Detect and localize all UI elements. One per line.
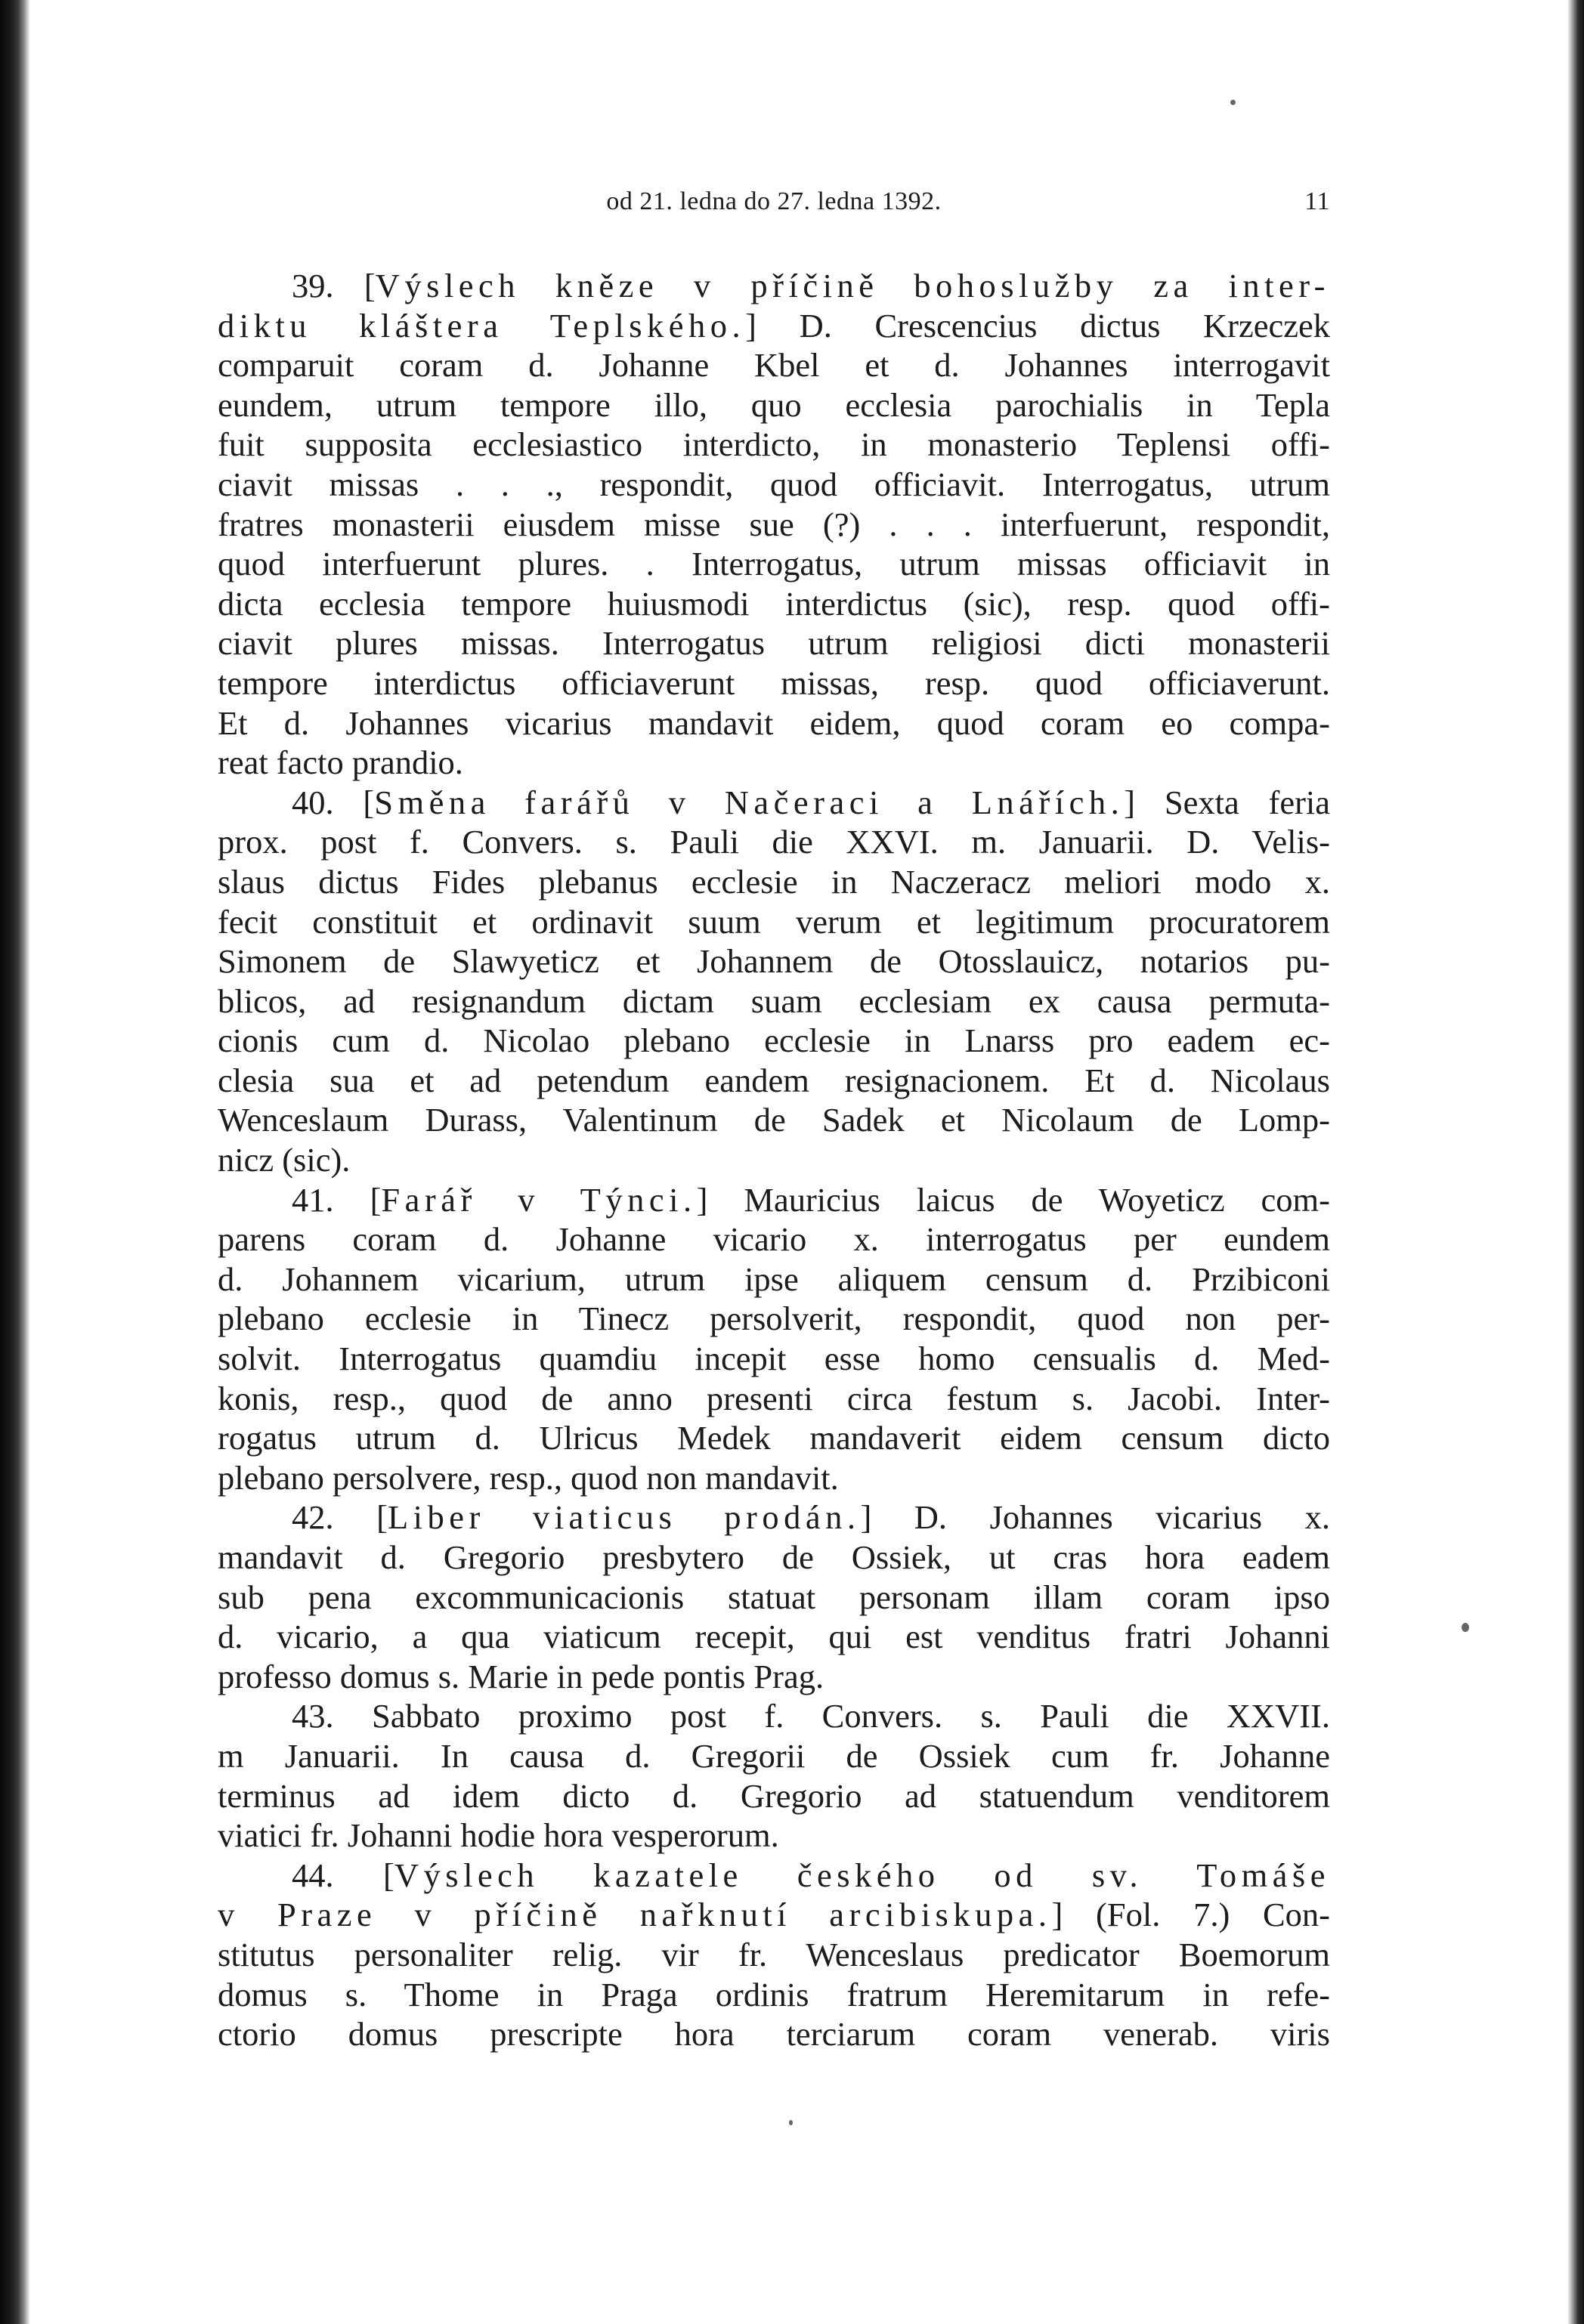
line-text: ] (Fol. 7.) Con- — [1051, 1896, 1330, 1934]
text-line — [218, 1418, 1330, 1458]
line-text: comparuit coram d. Johanne Kbel et d. Johannes interrogavit — [218, 346, 1330, 385]
line-text: 41. [ — [292, 1180, 382, 1219]
text-line — [218, 1935, 1330, 1975]
line-text: Simonem de Slawyeticz et Johannem de Otosslauicz, notarios pu- — [218, 942, 1330, 981]
line-text: terminus ad idem dicto d. Gregorio ad statuendum venditorem — [218, 1776, 1330, 1815]
line-text: slaus dictus Fides plebanus ecclesie in Naczeracz meliori modo x. — [218, 862, 1330, 901]
line-text: ciavit plures missas. Interrogatus utrum religiosi dicti monasterii — [218, 624, 1330, 663]
text-line — [218, 1021, 1330, 1061]
spaced-heading: Farář v Týnci. — [381, 1180, 697, 1219]
line-text: plebano persolvere, resp., quod non mandavit. — [218, 1458, 839, 1497]
line-text: d. Johannem vicarium, utrum ipse aliquem censum d. Przibiconi — [218, 1259, 1330, 1298]
text-line — [218, 345, 1330, 385]
scan-right-edge — [1567, 0, 1584, 2324]
line-text: ] D. Crescencius dictus Krzeczek — [745, 306, 1330, 345]
text-line — [218, 822, 1330, 862]
line-text: Wenceslaum Durass, Valentinum de Sadek et Nicolaum de Lomp- — [218, 1101, 1330, 1139]
line-text: professo domus s. Marie in pede pontis Prag. — [218, 1657, 824, 1695]
line-text: dicta ecclesia tempore huiusmodi interdictus (sic), resp. quod offi- — [218, 584, 1330, 623]
scan-speck — [789, 2120, 793, 2125]
line-text: ciavit missas . . ., respondit, quod officiavit. Interrogatus, utrum — [218, 465, 1330, 503]
text-line — [218, 465, 1330, 505]
text-line — [218, 1736, 1330, 1776]
text-line — [218, 1180, 1330, 1220]
line-text: m Januarii. In causa d. Gregorii de Ossiek cum fr. Johanne — [218, 1736, 1330, 1775]
running-title: od 21. ledna do 27. ledna 1392. — [606, 187, 942, 215]
text-line — [218, 544, 1330, 584]
text-line — [218, 1339, 1330, 1379]
line-text: solvit. Interrogatus quamdiu incepit esse homo censualis d. Med- — [218, 1340, 1330, 1378]
line-text: plebano ecclesie in Tinecz persolverit, respondit, quod non per- — [218, 1300, 1330, 1338]
line-text: tempore interdictus officiaverunt missas, resp. quod officiaverunt. — [218, 663, 1330, 702]
text-line — [218, 266, 1330, 306]
spaced-heading: Výslech kazatele českého od sv. Tomáše — [394, 1856, 1330, 1894]
line-text: clesia sua et ad petendum eandem resignacionem. Et d. Nicolaus — [218, 1061, 1330, 1099]
text-line — [218, 425, 1330, 465]
text-line — [218, 1657, 1330, 1697]
text-line — [218, 981, 1330, 1021]
text-line — [218, 1379, 1330, 1419]
text-line — [218, 1816, 1330, 1856]
line-text: rogatus utrum d. Ulricus Medek mandaverit eidem censum dicto — [218, 1419, 1330, 1457]
text-body — [218, 266, 1330, 2054]
line-text: prox. post f. Convers. s. Pauli die XXVI. m. Januarii. D. Velis- — [218, 823, 1330, 861]
line-text: fecit constituit et ordinavit suum verum et legitimum procuratorem — [218, 902, 1330, 941]
text-line — [218, 663, 1330, 703]
line-text: mandavit d. Gregorio presbytero de Ossiek, ut cras hora eadem — [218, 1538, 1330, 1576]
text-line — [218, 1696, 1330, 1736]
line-text: fratres monasterii eiusdem misse sue (?) . . . interfuerunt, respondit, — [218, 505, 1330, 543]
spaced-heading: v Praze v příčině nařknutí arcibiskupa. — [218, 1896, 1052, 1934]
line-text: reat facto prandio. — [218, 743, 463, 782]
line-text: Et d. Johannes vicarius mandavit eidem, quod coram eo compa- — [218, 703, 1330, 742]
line-text: 40. [ — [292, 783, 375, 821]
text-line — [218, 862, 1330, 902]
line-text: 44. [ — [292, 1856, 394, 1894]
text-line — [218, 902, 1330, 942]
text-line — [218, 1895, 1330, 1935]
line-text: ctorio domus prescripte hora terciarum coram venerab. viris — [218, 2015, 1330, 2054]
page-header — [218, 187, 1330, 225]
text-line — [218, 505, 1330, 545]
text-line — [218, 385, 1330, 425]
text-line — [218, 743, 1330, 783]
line-text: 39. [ — [292, 267, 376, 304]
spaced-heading: Liber viaticus prodán. — [387, 1498, 861, 1537]
line-text: 43. Sabbato proximo post f. Convers. s. Pauli die XXVII. — [292, 1697, 1330, 1735]
line-text: 42. [ — [292, 1498, 388, 1537]
page-number: 11 — [1304, 187, 1330, 215]
line-text: viatici fr. Johanni hodie hora vesperorum. — [218, 1816, 779, 1855]
line-text: parens coram d. Johanne vicario x. interrogatus per eundem — [218, 1220, 1330, 1259]
text-line — [218, 623, 1330, 663]
spaced-heading: diktu kláštera Teplského. — [218, 306, 746, 345]
spaced-heading: Směna farářů v Načeraci a Lnářích. — [374, 783, 1125, 821]
text-line — [218, 703, 1330, 743]
line-text: ] Sexta feria — [1124, 783, 1330, 821]
text-line — [218, 1259, 1330, 1300]
line-text: fuit supposita ecclesiastico interdicto, in monasterio Teplensi offi- — [218, 425, 1330, 464]
line-text: eundem, utrum tempore illo, quo ecclesia parochialis in Tepla — [218, 385, 1330, 424]
line-text: cionis cum d. Nicolao plebano ecclesie in Lnarss pro eadem ec- — [218, 1021, 1330, 1060]
text-line — [218, 1100, 1330, 1140]
line-text: konis, resp., quod de anno presenti circa festum s. Jacobi. Inter- — [218, 1379, 1330, 1417]
spaced-heading: Výslech kněze v příčině bohoslužby za inter- — [375, 267, 1330, 304]
line-text: nicz (sic). — [218, 1141, 351, 1179]
line-text: domus s. Thome in Praga ordinis fratrum Heremitarum in refe- — [218, 1975, 1330, 2013]
scan-speck — [1230, 100, 1236, 105]
line-text: quod interfuerunt plures. . Interrogatus, utrum missas officiavit in — [218, 545, 1330, 583]
scan-speck — [1462, 1623, 1469, 1632]
text-line — [218, 584, 1330, 624]
text-line — [218, 306, 1330, 346]
text-line — [218, 1537, 1330, 1578]
line-text: sub pena excommunicacionis statuat personam illam coram ipso — [218, 1578, 1330, 1616]
text-line — [218, 1061, 1330, 1101]
line-text: blicos, ad resignandum dictam suam ecclesiam ex causa permuta- — [218, 981, 1330, 1020]
text-line — [218, 1776, 1330, 1816]
text-line — [218, 1856, 1330, 1896]
scan-left-edge — [0, 0, 30, 2324]
line-text: ] Mauricius laicus de Woyeticz com- — [696, 1180, 1330, 1219]
text-line — [218, 783, 1330, 823]
text-line — [218, 1578, 1330, 1618]
text-line — [218, 1975, 1330, 2015]
text-line — [218, 2014, 1330, 2054]
text-line — [218, 1219, 1330, 1259]
line-text: ] D. Johannes vicarius x. — [860, 1498, 1330, 1537]
line-text: d. vicario, a qua viaticum recepit, qui est venditus fratri Johanni — [218, 1618, 1330, 1656]
text-line — [218, 1140, 1330, 1180]
text-line — [218, 1617, 1330, 1657]
text-line — [218, 1458, 1330, 1498]
line-text: stitutus personaliter relig. vir fr. Wenceslaus predicator Boemorum — [218, 1935, 1330, 1973]
text-line — [218, 1299, 1330, 1339]
text-line — [218, 1497, 1330, 1537]
text-line — [218, 941, 1330, 981]
